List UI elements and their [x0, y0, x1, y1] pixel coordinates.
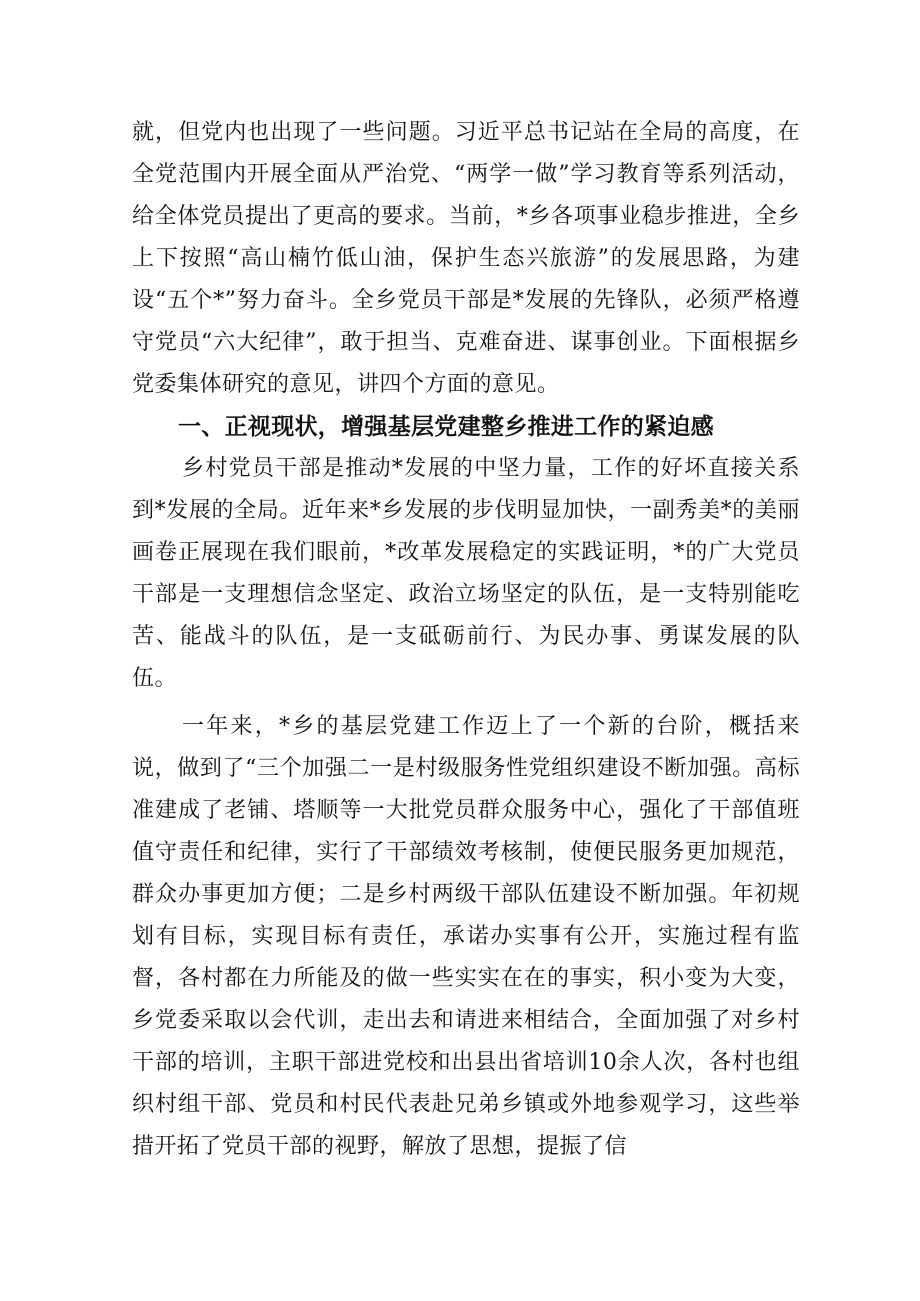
body-paragraph-1: 就，但党内也出现了一些问题。习近平总书记站在全局的高度，在全党范围内开展全面从严治党、“两学一做”学习教育等系列活动，给全体党员提出了更高的要求。当前，*乡各项事业稳步推进，全乡上下按照“高山楠竹低山油，保护生态兴旅游”的发展思路，为建设“五个*”努力奋斗。全乡党员干部是*发展的先锋队，必须严格遵守党员“六大纪律”，敢于担当、克难奋进、谋事创业。下面根据乡党委集体研究的意见，讲四个方面的意见。: [132, 120, 800, 397]
section-heading-1: 一、正视现状，增强基层党建整乡推进工作的紧迫感: [178, 414, 714, 440]
body-paragraph-3: 一年来，*乡的基层党建工作迈上了一个新的台阶，概括来说，做到了“三个加强二一是村级服务性党组织建设不断加强。高标准建成了老铺、塔顺等一大批党员群众服务中心，强化了干部值班值守责任和纪律，实行了干部绩效考核制，使便民服务更加规范，群众办事更加方便；二是乡村两级干部队伍建设不断加强。年初规划有目标，实现目标有责任，承诺办实事有公开，实施过程有监督，各村都在力所能及的做一些实实在在的事实，积小变为大变，乡党委采取以会代训，走出去和请进来相结合，全面加强了对乡村干部的培训，主职干部进党校和出县出省培训10余人次，各村也组织村组干部、党员和村民代表赴兄弟乡镇或外地参观学习，这些举措开拓了党员干部的视野，解放了思想，提振了信: [132, 714, 800, 1159]
body-paragraph-2: 乡村党员干部是推动*发展的中坚力量，工作的好坏直接关系到*发展的全局。近年来*乡发展的步伐明显加快，一副秀美*的美丽画卷正展现在我们眼前，*改革发展稳定的实践证明，*的广大党员干部是一支理想信念坚定、政治立场坚定的队伍，是一支特别能吃苦、能战斗的队伍，是一支砥砺前行、为民办事、勇谋发展的队伍。: [132, 456, 800, 691]
document-body: [132, 112, 800, 1168]
